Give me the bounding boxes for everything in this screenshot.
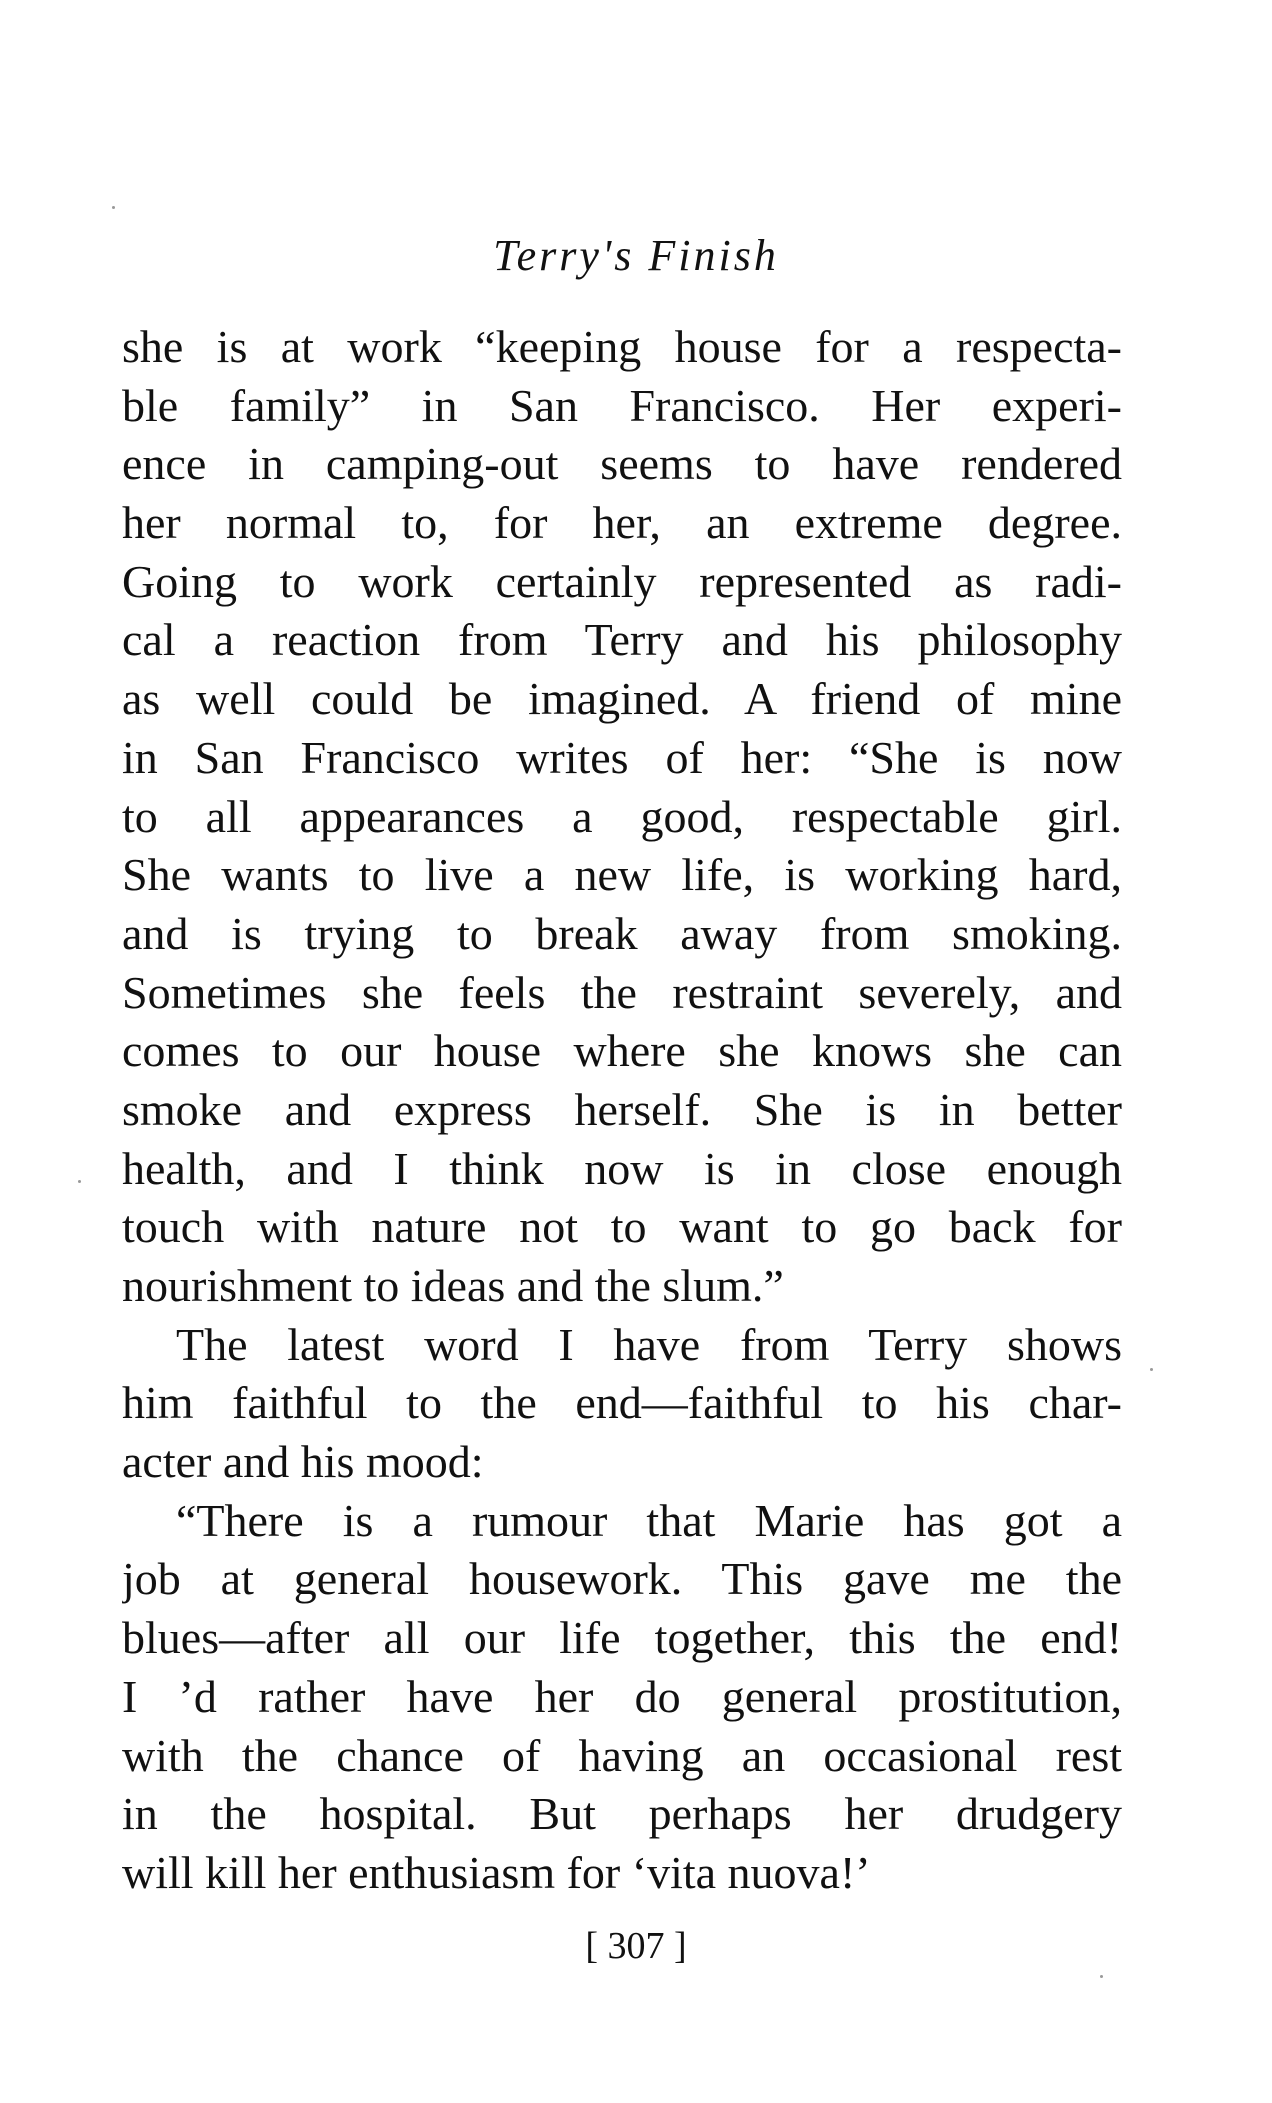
text-line: touch with nature not to want to go back for: [122, 1201, 1122, 1253]
text-line: with the chance of having an occasional rest: [122, 1729, 1122, 1781]
text-line: Going to work certainly represented as radi-: [122, 555, 1122, 607]
body-text: [122, 318, 1122, 1903]
page-number: [ 307 ]: [585, 1925, 687, 1967]
text-line: I ’d rather have her do general prostitution,: [122, 1670, 1122, 1722]
text-line: health, and I think now is in close enough: [122, 1142, 1122, 1194]
text-line: him faithful to the end—faithful to his char-: [122, 1377, 1122, 1429]
text-line: “There is a rumour that Marie has got a: [176, 1494, 1122, 1546]
text-line: will kill her enthusiasm for ‘vita nuova!’: [122, 1846, 871, 1898]
text-line: she is at work “keeping house for a respecta-: [122, 321, 1122, 372]
paper-speck: [1100, 1975, 1103, 1978]
text-line: in the hospital. But perhaps her drudgery: [122, 1788, 1122, 1840]
paper-speck: [78, 1180, 81, 1183]
text-line: comes to our house where she knows she can: [122, 1025, 1122, 1077]
text-line: She wants to live a new life, is working hard,: [122, 849, 1122, 901]
text-line: ble family” in San Francisco. Her experi-: [122, 379, 1122, 431]
text-line: in San Francisco writes of her: “She is now: [122, 731, 1122, 783]
text-line: blues—after all our life together, this the end!: [122, 1612, 1122, 1664]
text-line: acter and his mood:: [122, 1436, 484, 1488]
text-line: nourishment to ideas and the slum.”: [122, 1260, 784, 1311]
paper-speck: [1150, 1368, 1153, 1371]
text-line: to all appearances a good, respectable girl.: [122, 790, 1122, 842]
text-line: smoke and express herself. She is in better: [122, 1083, 1122, 1135]
text-line: her normal to, for her, an extreme degree.: [122, 497, 1122, 549]
text-line: and is trying to break away from smoking.: [122, 907, 1122, 959]
text-line: as well could be imagined. A friend of mine: [122, 673, 1122, 725]
text-line: ence in camping-out seems to have rendered: [122, 438, 1122, 490]
paper-speck: [112, 206, 115, 209]
text-line: job at general housework. This gave me the: [122, 1553, 1122, 1605]
text-line: The latest word I have from Terry shows: [176, 1318, 1122, 1370]
running-head: Terry's Finish: [493, 231, 779, 280]
text-line: cal a reaction from Terry and his philosophy: [122, 614, 1122, 666]
text-line: Sometimes she feels the restraint severely, and: [122, 966, 1122, 1018]
